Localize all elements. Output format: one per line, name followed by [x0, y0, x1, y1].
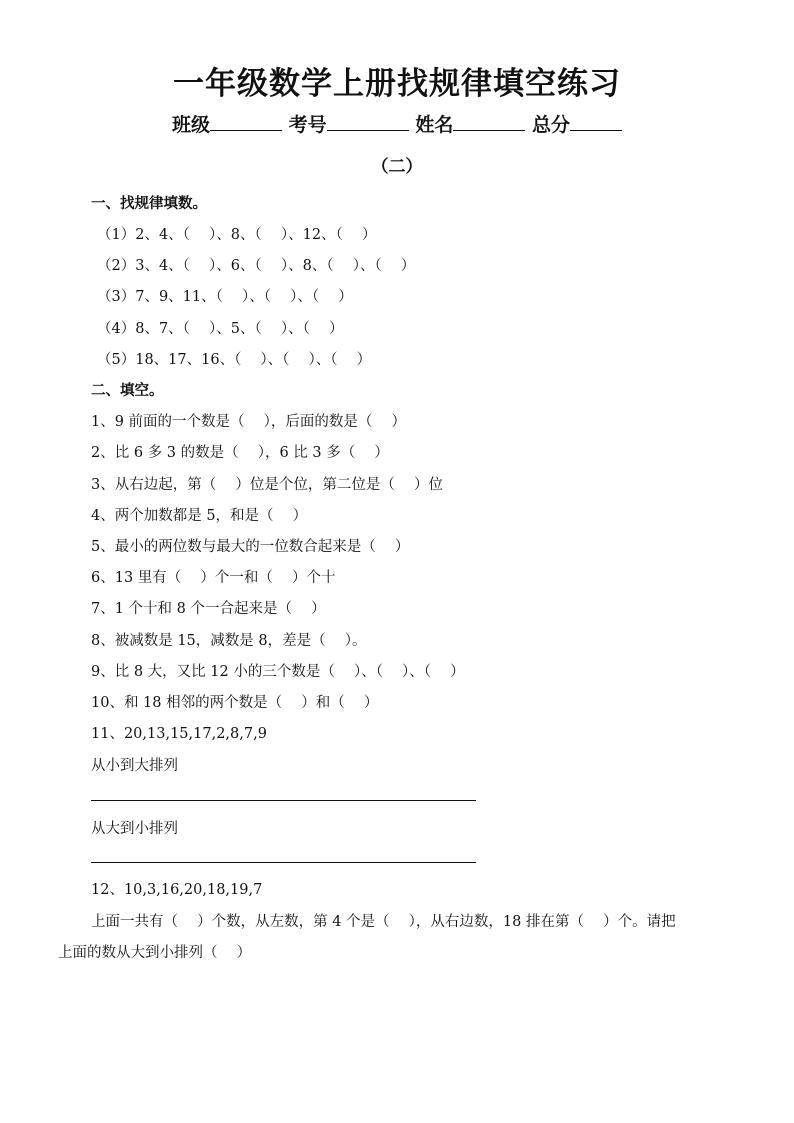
fill-question-9: 9、比 8 大，又比 12 小的三个数是（ ）、（ ）、（ ）	[91, 664, 465, 680]
fill-question-12-text-line1: 上面一共有（ ）个数，从左数，第 4 个是（ ），从右边数，18 排在第（ ）个。请把	[91, 914, 676, 930]
sequence-question-5: （5）18、17、16、（ ）、（ ）、（ ）	[97, 352, 372, 368]
fill-question-4: 4、两个加数都是 5，和是（ ）	[91, 508, 308, 524]
worksheet-title: 一年级数学上册找规律填空练习	[173, 66, 621, 102]
fill-question-2: 2、比 6 多 3 的数是（ ），6 比 3 多（ ）	[91, 445, 389, 461]
fill-question-3: 3、从右边起，第（ ）位是个位，第二位是（ ）位	[91, 477, 443, 493]
sequence-question-3: （3）7、9、11、（ ）、（ ）、（ ）	[97, 289, 353, 305]
fill-question-11: 11、20,13,15,17,2,8,7,9	[91, 726, 267, 742]
fill-question-12-numbers: 12、10,3,16,20,18,19,7	[91, 882, 263, 898]
sequence-question-2: （2）3、4、（ ）、6、（ ）、8、（ ）、（ ）	[97, 258, 416, 274]
class-blank[interactable]	[210, 110, 282, 131]
ascending-label: 从小到大排列	[91, 758, 178, 774]
fill-question-6: 6、13 里有（ ）个一和（ ）个十	[91, 570, 336, 586]
name-blank[interactable]	[453, 110, 525, 131]
ascending-answer-line[interactable]	[91, 800, 476, 801]
exam-number-label: 考号	[288, 114, 327, 136]
fill-question-10: 10、和 18 相邻的两个数是（ ）和（ ）	[91, 695, 379, 711]
fill-question-7: 7、1 个十和 8 个一合起来是（ ）	[91, 601, 326, 617]
fill-question-1: 1、9 前面的一个数是（ ），后面的数是（ ）	[91, 414, 407, 430]
fill-question-12-text-line2: 上面的数从大到小排列（ ）	[58, 945, 252, 961]
student-info-row	[0, 110, 794, 137]
exam-number-blank[interactable]	[327, 110, 409, 131]
name-label: 姓名	[415, 114, 454, 136]
descending-answer-line[interactable]	[91, 862, 476, 863]
fill-question-8: 8、被减数是 15，减数是 8，差是（ ）。	[91, 633, 367, 649]
score-blank[interactable]	[570, 110, 622, 131]
section2-heading: 二、填空。	[91, 383, 164, 399]
sequence-question-4: （4）8、7、（ ）、5、（ ）、（ ）	[97, 321, 344, 337]
fill-question-5: 5、最小的两位数与最大的一位数合起来是（ ）	[91, 539, 410, 555]
sequence-question-1: （1）2、4、（ ）、8、（ ）、12、（ ）	[97, 227, 377, 243]
worksheet-subtitle: （二）	[371, 157, 423, 177]
section1-heading: 一、找规律填数。	[91, 196, 207, 212]
score-label: 总分	[531, 114, 570, 136]
descending-label: 从大到小排列	[91, 821, 178, 837]
class-label: 班级	[172, 114, 211, 136]
